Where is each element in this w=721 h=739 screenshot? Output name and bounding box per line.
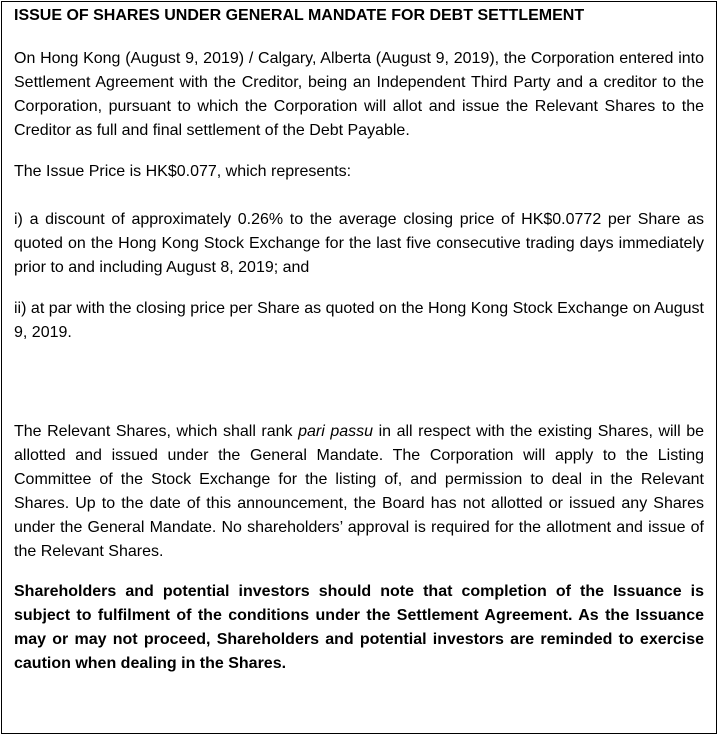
at-par-paragraph: ii) at par with the closing price per Share as quoted on the Hong Kong Stock Exchange on August 9, 2019.: [14, 300, 704, 341]
issue-price-paragraph: The Issue Price is HK$0.077, which represents:: [14, 163, 352, 180]
relevant-shares-rest: in all respect with the existing Shares, will be allotted and issued under the General Mandate. The Corporation will apply to the Listing Committee of the Stock Exchange for the listing of, and permission to deal in the Relevant Shares. Up to the date of this announcement, the Board has not allotted or issued any Shares under the General Mandate. No shareholders’ approval is required for the allotment and issue of the Relevant Shares.: [14, 423, 705, 560]
discount-paragraph: i) a discount of approximately 0.26% to the average closing price of HK$0.0772 per Share as quoted on the Hong Kong Stock Exchange for the last five consecutive trading days immediately prior to and including August 8, 2019; and: [14, 211, 704, 276]
caution-paragraph: Shareholders and potential investors should note that completion of the Issuance is subject to fulfilment of the conditions under the Settlement Agreement. As the Issuance may or may not proceed, Shareholders and potential investors are reminded to exercise caution when dealing in the Shares.: [14, 583, 704, 672]
announcement-box: [1, 1, 717, 734]
relevant-shares-lead: The Relevant Shares, which shall rank: [14, 423, 299, 440]
relevant-shares-paragraph: [14, 420, 704, 564]
pari-passu-term: pari passu: [298, 423, 374, 440]
section-title: ISSUE OF SHARES UNDER GENERAL MANDATE FOR DEBT SETTLEMENT: [14, 7, 585, 24]
settlement-paragraph: On Hong Kong (August 9, 2019) / Calgary, Alberta (August 9, 2019), the Corporation entered into Settlement Agreement with the Creditor, being an Independent Third Party and a creditor to the Corporation, pursuant to which the Corporation will allot and issue the Relevant Shares to the Creditor as full and final settlement of the Debt Payable.: [14, 50, 704, 139]
